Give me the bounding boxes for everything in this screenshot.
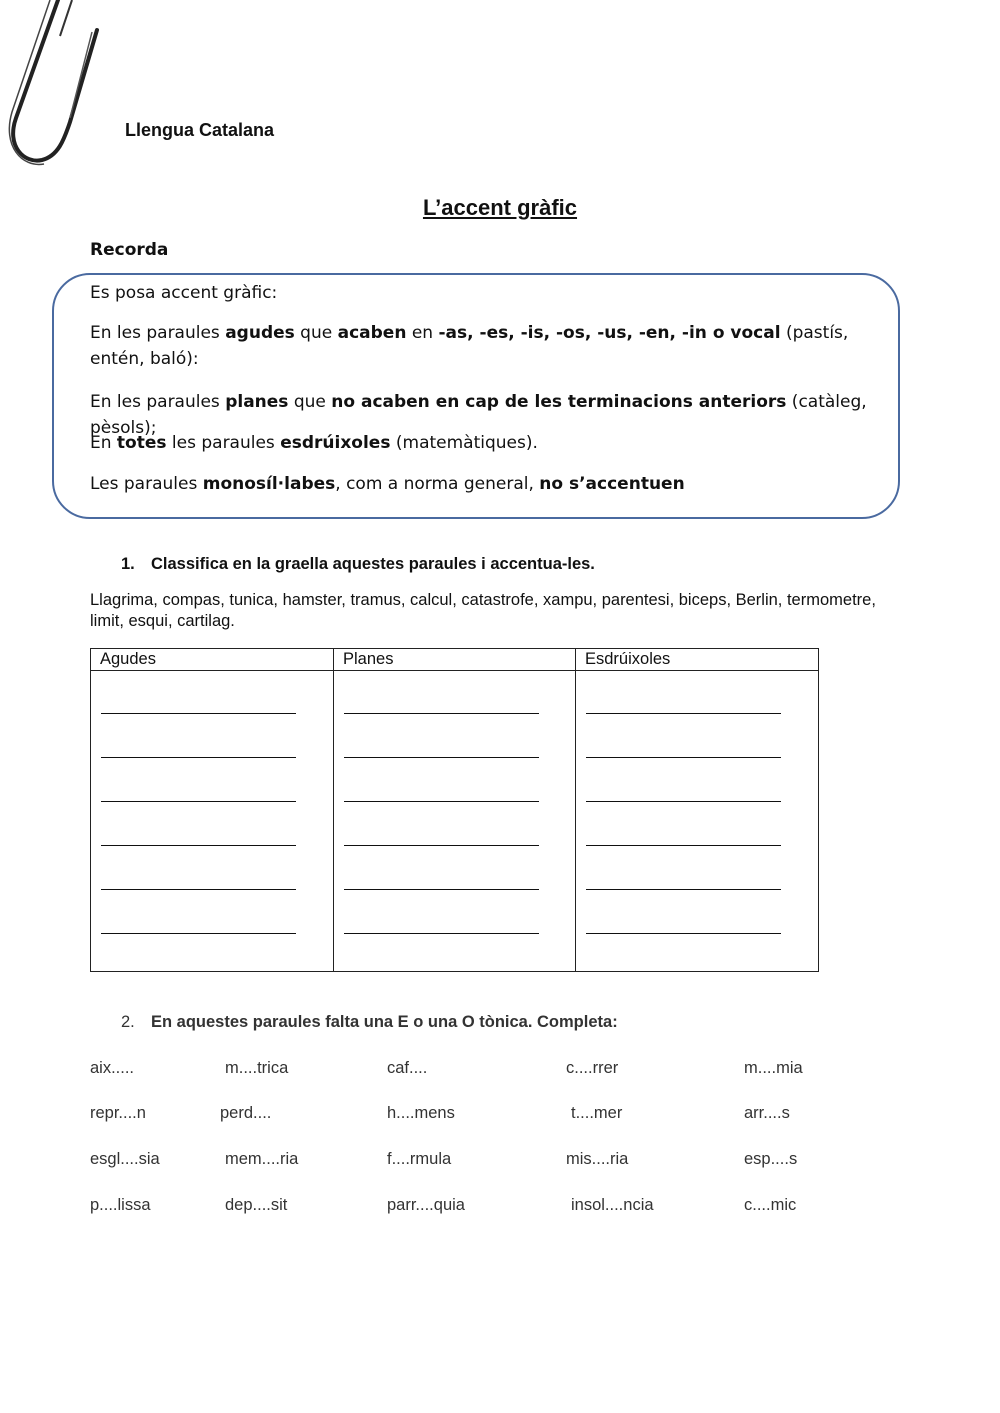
page-title: L’accent gràfic (422, 195, 578, 220)
word-item: mis....ria (566, 1150, 629, 1168)
answer-blank[interactable] (344, 712, 539, 714)
answer-blank[interactable] (101, 888, 296, 890)
paperclip-icon (0, 0, 130, 175)
word-item: parr....quia (387, 1196, 465, 1214)
rule-text: (catàleg, pèsols); (90, 392, 867, 438)
exercise1-word-list: Llagrima, compas, tunica, hamster, tramus, calcul, catastrofe, xampu, parentesi, biceps, Berlin, termometre, limit, esqui, cartilag. (90, 591, 876, 630)
answer-blank[interactable] (586, 888, 781, 890)
exercise2-number: 2. (121, 1013, 135, 1031)
word-item: p....lissa (90, 1196, 151, 1214)
rule-bold: monosíl·labes (202, 474, 336, 494)
rule-bold: no s’accentuen (539, 474, 685, 494)
answer-blank[interactable] (101, 712, 296, 714)
column-agudes (91, 671, 334, 972)
rule-text: en (406, 323, 439, 343)
rule-text: En les paraules (90, 392, 226, 412)
rule-agudes (90, 320, 890, 372)
rules-intro: Es posa accent gràfic: (90, 283, 278, 303)
rule-text: (matemàtiques). (390, 433, 538, 453)
word-item: f....rmula (387, 1150, 452, 1168)
rule-text: (pastís, (780, 323, 849, 343)
word-item: esp....s (744, 1150, 798, 1168)
rule-monosillabes (90, 471, 890, 497)
word-item: aix..... (90, 1059, 135, 1077)
rule-text: que (288, 392, 332, 412)
answer-blank[interactable] (101, 932, 296, 934)
rule-text: entén, baló): (90, 349, 199, 369)
rule-text: les paraules (166, 433, 281, 453)
answer-blank[interactable] (344, 800, 539, 802)
word-item: m....trica (225, 1059, 289, 1077)
subject-label: Llengua Catalana (125, 120, 275, 140)
column-esdruixoles (576, 671, 819, 972)
answer-blank[interactable] (344, 888, 539, 890)
answer-blank[interactable] (586, 756, 781, 758)
word-item: arr....s (744, 1104, 790, 1122)
word-item: caf.... (387, 1059, 428, 1077)
column-planes (334, 671, 576, 972)
word-item: repr....n (90, 1104, 146, 1122)
rule-bold: planes (225, 392, 289, 412)
answer-blank[interactable] (101, 800, 296, 802)
column-header-agudes: Agudes (91, 649, 334, 671)
answer-blank[interactable] (344, 756, 539, 758)
answer-blank[interactable] (586, 800, 781, 802)
rule-bold: agudes (225, 323, 295, 343)
rule-text: En (90, 433, 117, 453)
rule-text: que (294, 323, 338, 343)
rule-bold: no acaben en cap de les terminacions anteriors (331, 392, 787, 412)
exercise1-title: Classifica en la graella aquestes paraules i accentua-les. (151, 555, 595, 573)
rule-text: En les paraules (90, 323, 226, 343)
exercise1-number: 1. (121, 555, 135, 573)
recorda-label: Recorda (90, 240, 169, 260)
rule-esdruixoles (90, 430, 890, 456)
rule-bold: esdrúixoles (280, 433, 391, 453)
rule-bold: -as, -es, -is, -os, -us, -en, -in o vocal (438, 323, 781, 343)
answer-blank[interactable] (101, 844, 296, 846)
word-item: mem....ria (225, 1150, 299, 1168)
column-header-planes: Planes (334, 649, 576, 671)
answer-blank[interactable] (586, 844, 781, 846)
answer-blank[interactable] (586, 712, 781, 714)
word-item: h....mens (387, 1104, 455, 1122)
word-item: c....mic (744, 1196, 797, 1214)
word-item: c....rrer (566, 1059, 619, 1077)
word-item: t....mer (571, 1104, 623, 1122)
rule-bold: totes (116, 433, 167, 453)
column-header-esdruixoles: Esdrúixoles (576, 649, 819, 671)
answer-blank[interactable] (586, 932, 781, 934)
answer-blank[interactable] (101, 756, 296, 758)
classification-table (90, 648, 819, 972)
word-item: esgl....sia (90, 1150, 160, 1168)
word-item: perd.... (220, 1104, 272, 1122)
word-item: dep....sit (225, 1196, 288, 1214)
rule-bold: acaben (337, 323, 407, 343)
rule-text: Les paraules (90, 474, 203, 494)
rule-text: , com a norma general, (335, 474, 540, 494)
word-item: m....mia (744, 1059, 803, 1077)
answer-blank[interactable] (344, 844, 539, 846)
exercise2-title: En aquestes paraules falta una E o una O tònica. Completa: (151, 1013, 618, 1031)
answer-blank[interactable] (344, 932, 539, 934)
word-item: insol....ncia (571, 1196, 654, 1214)
